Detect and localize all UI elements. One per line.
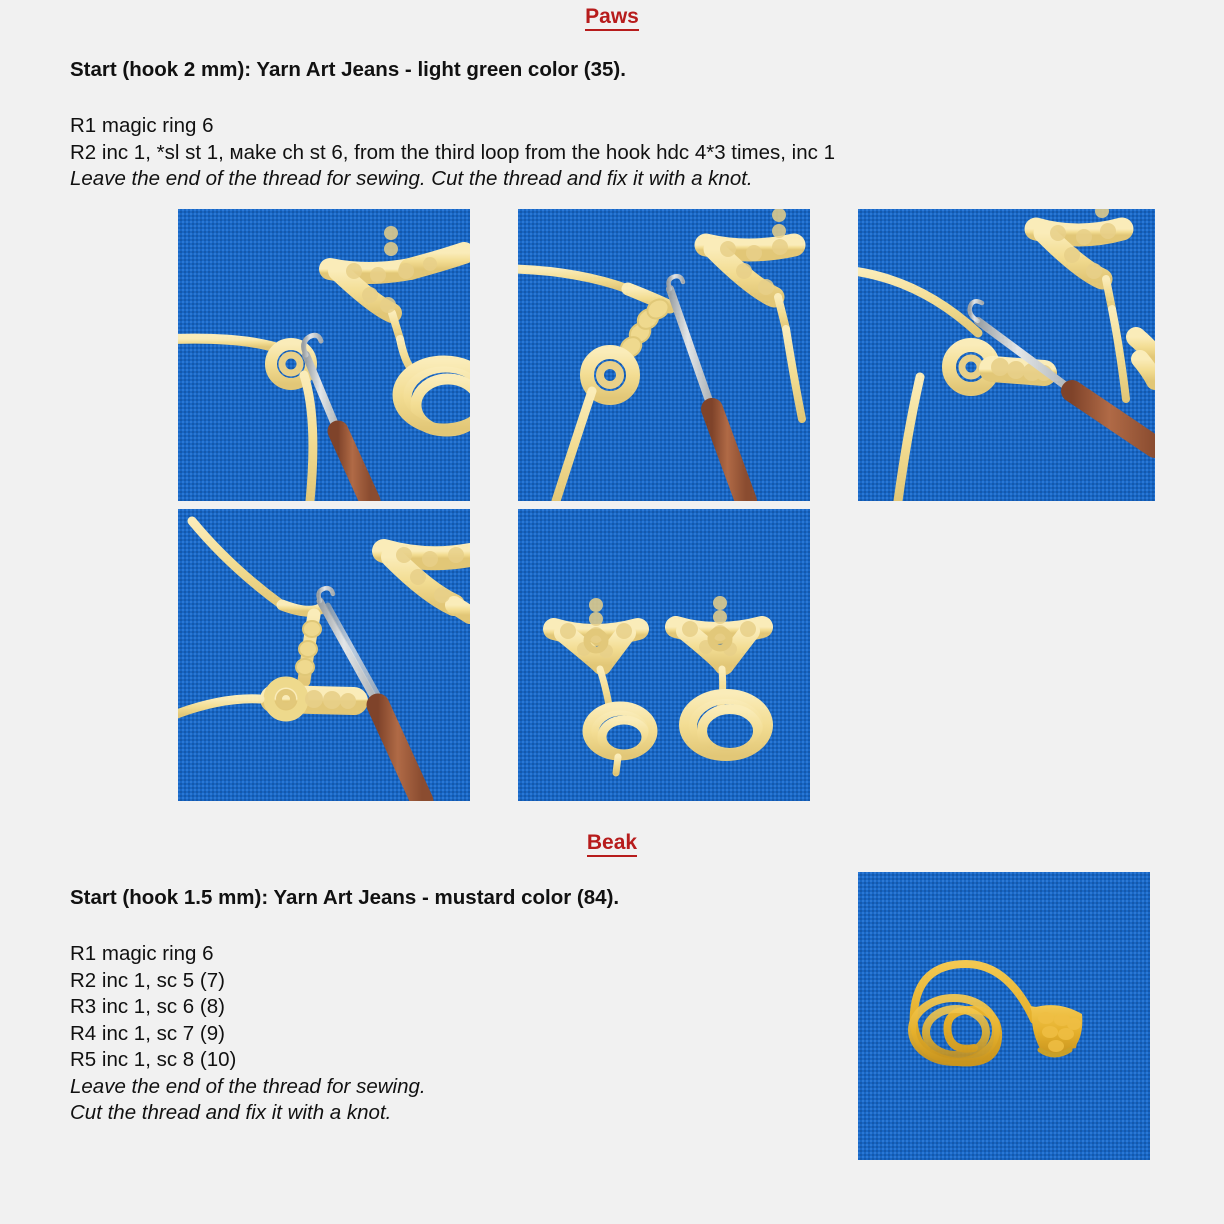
- photo-paws-step-2: [518, 209, 810, 501]
- beak-row-r5: R5 inc 1, sc 8 (10): [70, 1048, 237, 1071]
- photo-paws-step-4: [178, 509, 470, 801]
- beak-note-2: Cut the thread and fix it with a knot.: [70, 1101, 392, 1124]
- paws-step-2-illustration: [518, 209, 810, 501]
- section-heading-paws: [0, 5, 1224, 29]
- paws-step-4-illustration: [178, 509, 470, 801]
- paws-step-1-illustration: [178, 209, 470, 501]
- photo-paws-step-5: [518, 509, 810, 801]
- beak-row-r1: R1 magic ring 6: [70, 942, 214, 965]
- beak-row-r4: R4 inc 1, sc 7 (9): [70, 1021, 225, 1045]
- beak-finished-illustration: [858, 872, 1150, 1160]
- paws-instruction-rows: [70, 113, 835, 193]
- paws-row-r1: R1 magic ring 6: [70, 114, 214, 137]
- section-heading-beak: [0, 831, 1224, 855]
- beak-instruction-rows: [70, 941, 426, 1127]
- section-heading-beak-text: Beak: [587, 831, 637, 857]
- beak-note-1: Leave the end of the thread for sewing.: [70, 1074, 426, 1098]
- paws-note-1: Leave the end of the thread for sewing. Cut the thread and fix it with a knot.: [70, 167, 753, 190]
- photo-paws-step-3: [858, 209, 1155, 501]
- paws-start-line: Start (hook 2 mm): Yarn Art Jeans - light green color (35).: [70, 58, 626, 81]
- paws-step-5-illustration: [518, 509, 810, 801]
- beak-start-line: Start (hook 1.5 mm): Yarn Art Jeans - mustard color (84).: [70, 886, 620, 909]
- photo-paws-step-1: [178, 209, 470, 501]
- paws-row-r2: R2 inc 1, *sl st 1, мake ch st 6, from the third loop from the hook hdc 4*3 times, inc 1: [70, 140, 835, 164]
- section-heading-paws-text: Paws: [585, 5, 639, 31]
- beak-row-r3: R3 inc 1, sc 6 (8): [70, 995, 225, 1018]
- paws-step-3-illustration: [858, 209, 1155, 501]
- photo-beak-finished: [858, 872, 1150, 1160]
- beak-row-r2: R2 inc 1, sc 5 (7): [70, 968, 225, 992]
